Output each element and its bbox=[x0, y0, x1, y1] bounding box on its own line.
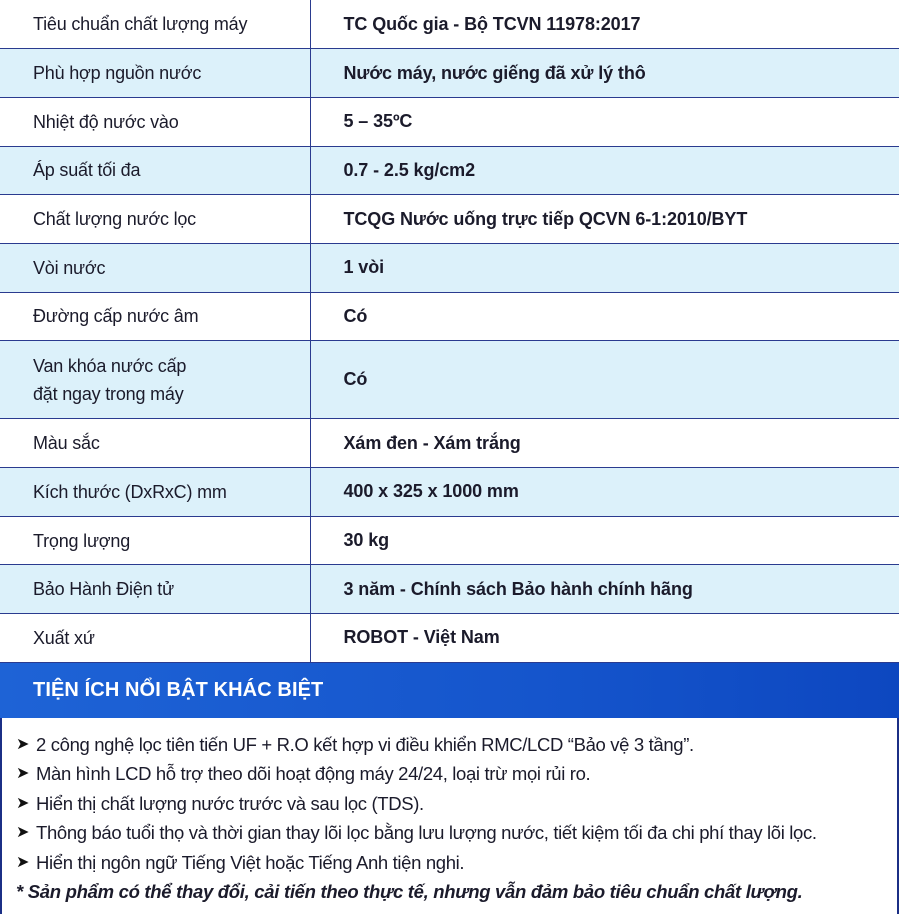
spec-label: Phù hợp nguồn nước bbox=[0, 49, 310, 98]
spec-row bbox=[0, 243, 899, 292]
spec-row bbox=[0, 292, 899, 341]
spec-row bbox=[0, 341, 899, 419]
spec-value: TCQG Nước uống trực tiếp QCVN 6-1:2010/BYT bbox=[310, 195, 899, 244]
feature-text: Thông báo tuổi thọ và thời gian thay lõi lọc bằng lưu lượng nước, tiết kiệm tối đa chi phí thay lõi lọc. bbox=[36, 822, 817, 844]
spec-label: Bảo Hành Điện tử bbox=[0, 565, 310, 614]
spec-value: Xám đen - Xám trắng bbox=[310, 419, 899, 468]
spec-label: Trọng lượng bbox=[0, 516, 310, 565]
spec-value: 0.7 - 2.5 kg/cm2 bbox=[310, 146, 899, 195]
features-header bbox=[0, 663, 899, 718]
spec-value: Nước máy, nước giếng đã xử lý thô bbox=[310, 49, 899, 98]
feature-item bbox=[16, 818, 897, 848]
arrowhead-right-icon: ➤ bbox=[16, 765, 30, 783]
spec-label: Tiêu chuẩn chất lượng máy bbox=[0, 0, 310, 49]
arrowhead-right-icon: ➤ bbox=[16, 794, 30, 812]
spec-label bbox=[0, 341, 310, 419]
spec-value: 400 x 325 x 1000 mm bbox=[310, 468, 899, 517]
feature-text: Hiển thị ngôn ngữ Tiếng Việt hoặc Tiếng Anh tiện nghi. bbox=[36, 851, 465, 873]
spec-row bbox=[0, 195, 899, 244]
spec-row bbox=[0, 49, 899, 98]
spec-row bbox=[0, 565, 899, 614]
feature-item bbox=[16, 730, 897, 760]
spec-label: Đường cấp nước âm bbox=[0, 292, 310, 341]
spec-row bbox=[0, 146, 899, 195]
spec-value: ROBOT - Việt Nam bbox=[310, 614, 899, 663]
feature-text: Hiển thị chất lượng nước trước và sau lọc (TDS). bbox=[36, 792, 424, 814]
spec-value: 1 vòi bbox=[310, 243, 899, 292]
spec-label: Kích thước (DxRxC) mm bbox=[0, 468, 310, 517]
feature-item bbox=[16, 759, 897, 789]
feature-item bbox=[16, 848, 897, 878]
spec-row bbox=[0, 516, 899, 565]
spec-row bbox=[0, 97, 899, 146]
spec-label: Nhiệt độ nước vào bbox=[0, 97, 310, 146]
arrowhead-right-icon: ➤ bbox=[16, 735, 30, 753]
spec-row bbox=[0, 614, 899, 663]
spec-row bbox=[0, 419, 899, 468]
disclaimer-note: * Sản phẩm có thể thay đổi, cải tiến theo thực tế, nhưng vẫn đảm bảo tiêu chuẩn chất lượng. bbox=[16, 881, 803, 903]
spec-value: TC Quốc gia - Bộ TCVN 11978:2017 bbox=[310, 0, 899, 49]
feature-text: Màn hình LCD hỗ trợ theo dõi hoạt động máy 24/24, loại trừ mọi rủi ro. bbox=[36, 763, 591, 785]
spec-label: Xuất xứ bbox=[0, 614, 310, 663]
feature-text: 2 công nghệ lọc tiên tiến UF + R.O kết hợp vi điều khiển RMC/LCD “Bảo vệ 3 tầng”. bbox=[36, 733, 694, 755]
spec-row bbox=[0, 468, 899, 517]
spec-row bbox=[0, 0, 899, 49]
spec-label: Màu sắc bbox=[0, 419, 310, 468]
spec-value: Có bbox=[310, 341, 899, 419]
spec-label: Vòi nước bbox=[0, 243, 310, 292]
arrowhead-right-icon: ➤ bbox=[16, 824, 30, 842]
features-title: TIỆN ÍCH NỔI BẬT KHÁC BIỆT bbox=[33, 678, 324, 701]
spec-label-line: đặt ngay trong máy bbox=[33, 383, 184, 404]
spec-value: 5 – 35ºC bbox=[310, 97, 899, 146]
features-box bbox=[0, 718, 899, 914]
spec-label: Áp suất tối đa bbox=[0, 146, 310, 195]
spec-value: 30 kg bbox=[310, 516, 899, 565]
arrowhead-right-icon: ➤ bbox=[16, 853, 30, 871]
spec-value: 3 năm - Chính sách Bảo hành chính hãng bbox=[310, 565, 899, 614]
feature-item bbox=[16, 789, 897, 819]
spec-label: Chất lượng nước lọc bbox=[0, 195, 310, 244]
spec-value: Có bbox=[310, 292, 899, 341]
spec-label-line: Van khóa nước cấp bbox=[33, 355, 187, 376]
